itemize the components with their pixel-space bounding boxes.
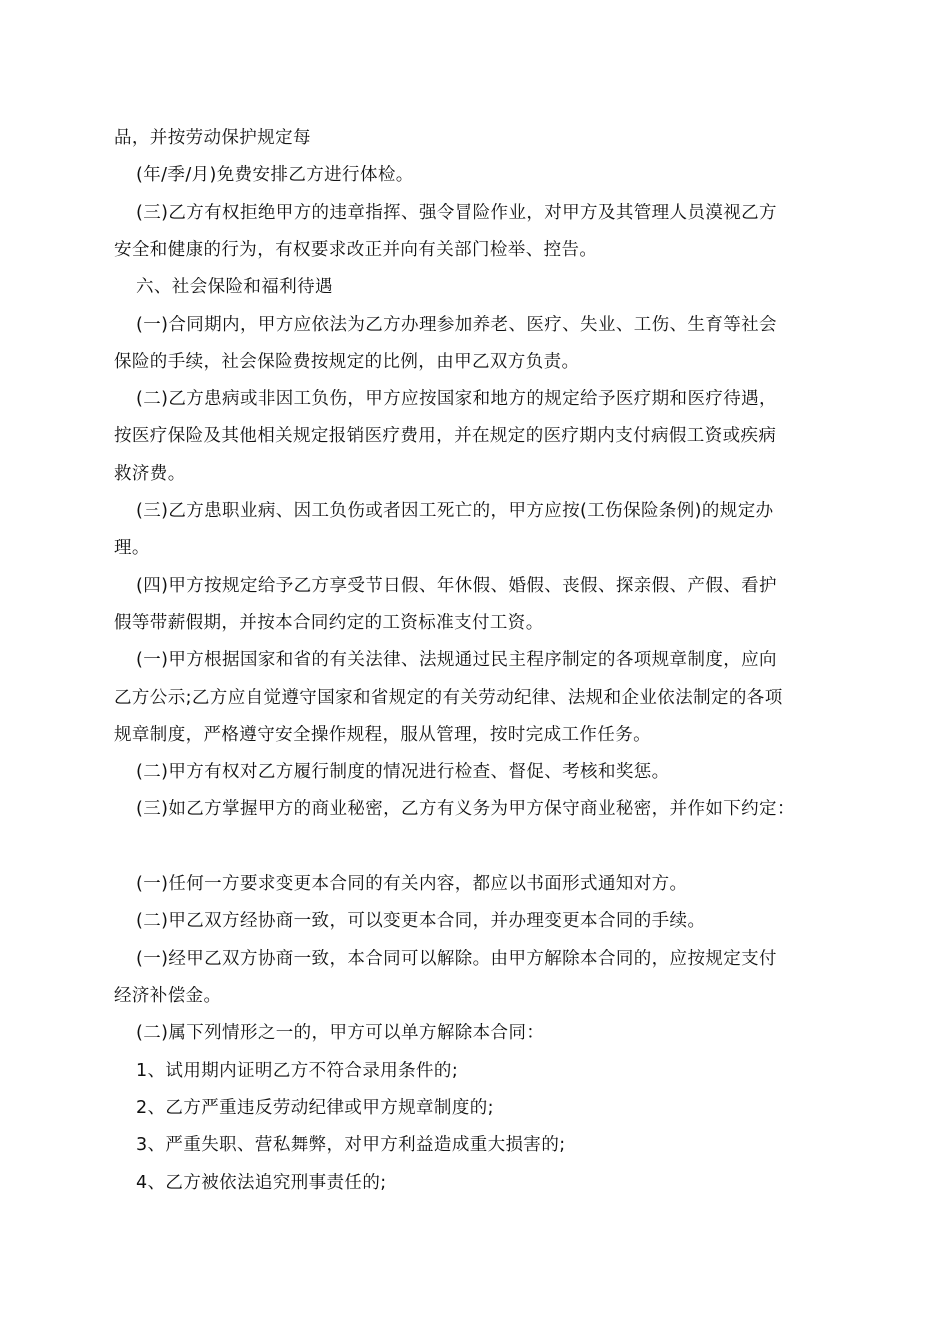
list-item: 1、试用期内证明乙方不符合录用条件的; xyxy=(136,1061,459,1081)
text-line: (一)经甲乙双方协商一致，本合同可以解除。由甲方解除本合同的，应按规定支付 xyxy=(136,949,777,969)
list-item: 4、乙方被依法追究刑事责任的; xyxy=(136,1173,387,1193)
text-line: 假等带薪假期，并按本合同约定的工资标准支付工资。 xyxy=(114,613,544,633)
text-line: (一)任何一方要求变更本合同的有关内容，都应以书面形式通知对方。 xyxy=(136,874,688,894)
text-line: (一)甲方根据国家和省的有关法律、法规通过民主程序制定的各项规章制度，应向 xyxy=(136,650,777,670)
text-line: (二)甲方有权对乙方履行制度的情况进行检查、督促、考核和奖惩。 xyxy=(136,762,670,782)
text-line: (一)合同期内，甲方应依法为乙方办理参加养老、医疗、失业、工伤、生育等社会 xyxy=(136,315,777,335)
text-line: 安全和健康的行为，有权要求改正并向有关部门检举、控告。 xyxy=(114,240,598,260)
text-line: 规章制度，严格遵守安全操作规程，服从管理，按时完成工作任务。 xyxy=(114,725,651,745)
text-line: 保险的手续，社会保险费按规定的比例，由甲乙双方负责。 xyxy=(114,352,580,372)
text-line: 品，并按劳动保护规定每 xyxy=(114,128,311,148)
text-line: (年/季/月)免费安排乙方进行体检。 xyxy=(136,165,414,185)
text-line: 乙方公示;乙方应自觉遵守国家和省规定的有关劳动纪律、法规和企业依法制定的各项 xyxy=(114,688,783,708)
text-line: (三)如乙方掌握甲方的商业秘密，乙方有义务为甲方保守商业秘密，并作如下约定： xyxy=(136,799,795,819)
list-item: 2、乙方严重违反劳动纪律或甲方规章制度的; xyxy=(136,1098,494,1118)
text-line: (二)乙方患病或非因工负伤，甲方应按国家和地方的规定给予医疗期和医疗待遇， xyxy=(136,389,777,409)
section-heading: 六、社会保险和福利待遇 xyxy=(136,277,333,297)
list-item: 3、严重失职、营私舞弊，对甲方利益造成重大损害的; xyxy=(136,1135,566,1155)
text-line: (四)甲方按规定给予乙方享受节日假、年休假、婚假、丧假、探亲假、产假、看护 xyxy=(136,576,777,596)
text-line: 救济费。 xyxy=(114,464,186,484)
text-line: 理。 xyxy=(114,538,150,558)
text-line: (二)属下列情形之一的，甲方可以单方解除本合同： xyxy=(136,1023,545,1043)
text-line: 经济补偿金。 xyxy=(114,986,222,1006)
text-line: (三)乙方有权拒绝甲方的违章指挥、强令冒险作业，对甲方及其管理人员漠视乙方 xyxy=(136,203,777,223)
text-line: (三)乙方患职业病、因工负伤或者因工死亡的，甲方应按(工伤保险条例)的规定办 xyxy=(136,501,774,521)
text-line: (二)甲乙双方经协商一致，可以变更本合同，并办理变更本合同的手续。 xyxy=(136,911,706,931)
text-line: 按医疗保险及其他相关规定报销医疗费用，并在规定的医疗期内支付病假工资或疾病 xyxy=(114,426,777,446)
